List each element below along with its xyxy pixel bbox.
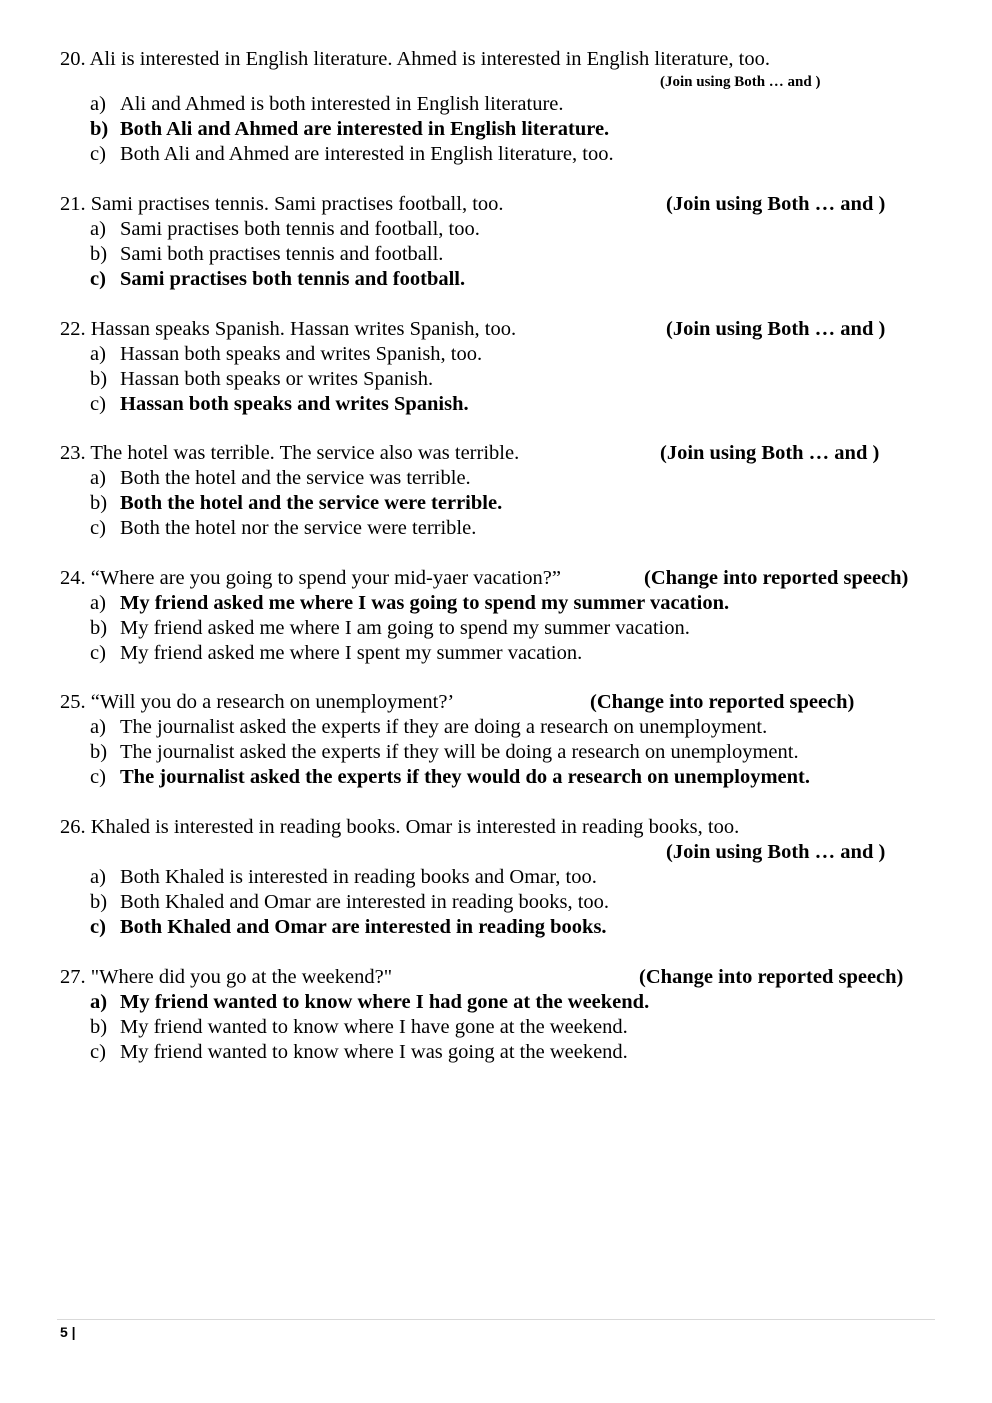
option-a: a) Ali and Ahmed is both interested in English literature. bbox=[90, 93, 564, 115]
option-a: a) Both Khaled is interested in reading books and Omar, too. bbox=[90, 866, 597, 888]
page-number: 5 | bbox=[60, 1324, 76, 1340]
instruction-label: (Change into reported speech) bbox=[644, 567, 909, 589]
option-b: b) The journalist asked the experts if they will be doing a research on unemployment. bbox=[90, 741, 799, 763]
option-a: a) The journalist asked the experts if they are doing a research on unemployment. bbox=[90, 716, 768, 738]
question-stem bbox=[60, 690, 855, 715]
option-c: c) Both Khaled and Omar are interested in reading books. bbox=[90, 916, 607, 938]
question-text: 26. Khaled is interested in reading books. Omar is interested in reading books, too. bbox=[60, 816, 740, 838]
option-a: a) My friend asked me where I was going to spend my summer vacation. bbox=[90, 592, 730, 614]
option-a: a) Sami practises both tennis and football, too. bbox=[90, 218, 480, 240]
question-stem bbox=[60, 192, 886, 217]
option-c: c) Both Ali and Ahmed are interested in English literature, too. bbox=[90, 143, 614, 165]
question-text: 20. Ali is interested in English literature. Ahmed is interested in English literature, too. bbox=[60, 48, 770, 70]
instruction-label: (Join using Both … and ) bbox=[660, 74, 821, 90]
instruction-label: (Join using Both … and ) bbox=[666, 193, 886, 215]
instruction-label: (Change into reported speech) bbox=[639, 966, 904, 988]
question-stem bbox=[60, 566, 909, 591]
question-20 bbox=[60, 47, 821, 167]
question-23 bbox=[60, 441, 880, 541]
question-stem bbox=[60, 317, 886, 342]
question-text: 27. "Where did you go at the weekend?" bbox=[60, 966, 393, 988]
option-c: c) Hassan both speaks and writes Spanish. bbox=[90, 393, 469, 415]
question-stem bbox=[60, 965, 904, 990]
question-text: 24. “Where are you going to spend your mid-yaer vacation?” bbox=[60, 567, 561, 589]
option-b: b) My friend wanted to know where I have gone at the weekend. bbox=[90, 1016, 628, 1038]
option-c: c) Both the hotel nor the service were terrible. bbox=[90, 517, 477, 539]
option-a: a) Both the hotel and the service was terrible. bbox=[90, 467, 471, 489]
instruction-label: (Change into reported speech) bbox=[590, 691, 855, 713]
question-text: 21. Sami practises tennis. Sami practises football, too. bbox=[60, 193, 504, 215]
option-c: c) My friend wanted to know where I was going at the weekend. bbox=[90, 1041, 628, 1063]
question-stem bbox=[60, 47, 770, 72]
option-c: c) The journalist asked the experts if they would do a research on unemployment. bbox=[90, 766, 810, 788]
question-22 bbox=[60, 317, 886, 417]
option-b: b) Both Khaled and Omar are interested in reading books, too. bbox=[90, 891, 610, 913]
question-25 bbox=[60, 690, 855, 790]
question-27 bbox=[60, 965, 904, 1065]
option-b: b) Hassan both speaks or writes Spanish. bbox=[90, 368, 434, 390]
option-b: b) Both Ali and Ahmed are interested in English literature. bbox=[90, 118, 610, 140]
question-24 bbox=[60, 566, 909, 666]
instruction-label: (Join using Both … and ) bbox=[666, 841, 886, 863]
question-stem bbox=[60, 441, 880, 466]
option-b: b) Sami both practises tennis and football. bbox=[90, 243, 444, 265]
option-c: c) My friend asked me where I spent my summer vacation. bbox=[90, 642, 583, 664]
instruction-label: (Join using Both … and ) bbox=[666, 318, 886, 340]
option-c: c) Sami practises both tennis and football. bbox=[90, 268, 466, 290]
option-a: a) Hassan both speaks and writes Spanish, too. bbox=[90, 343, 483, 365]
question-21 bbox=[60, 192, 886, 292]
instruction-label: (Join using Both … and ) bbox=[660, 442, 880, 464]
question-text: 25. “Will you do a research on unemployment?’ bbox=[60, 691, 455, 713]
question-text: 22. Hassan speaks Spanish. Hassan writes Spanish, too. bbox=[60, 318, 517, 340]
question-stem bbox=[60, 815, 739, 840]
option-a: a) My friend wanted to know where I had gone at the weekend. bbox=[90, 991, 650, 1013]
option-b: b) My friend asked me where I am going to spend my summer vacation. bbox=[90, 617, 690, 639]
question-text: 23. The hotel was terrible. The service also was terrible. bbox=[60, 442, 520, 464]
option-b: b) Both the hotel and the service were terrible. bbox=[90, 492, 503, 514]
question-26 bbox=[60, 815, 886, 940]
footer-divider bbox=[57, 1319, 935, 1320]
